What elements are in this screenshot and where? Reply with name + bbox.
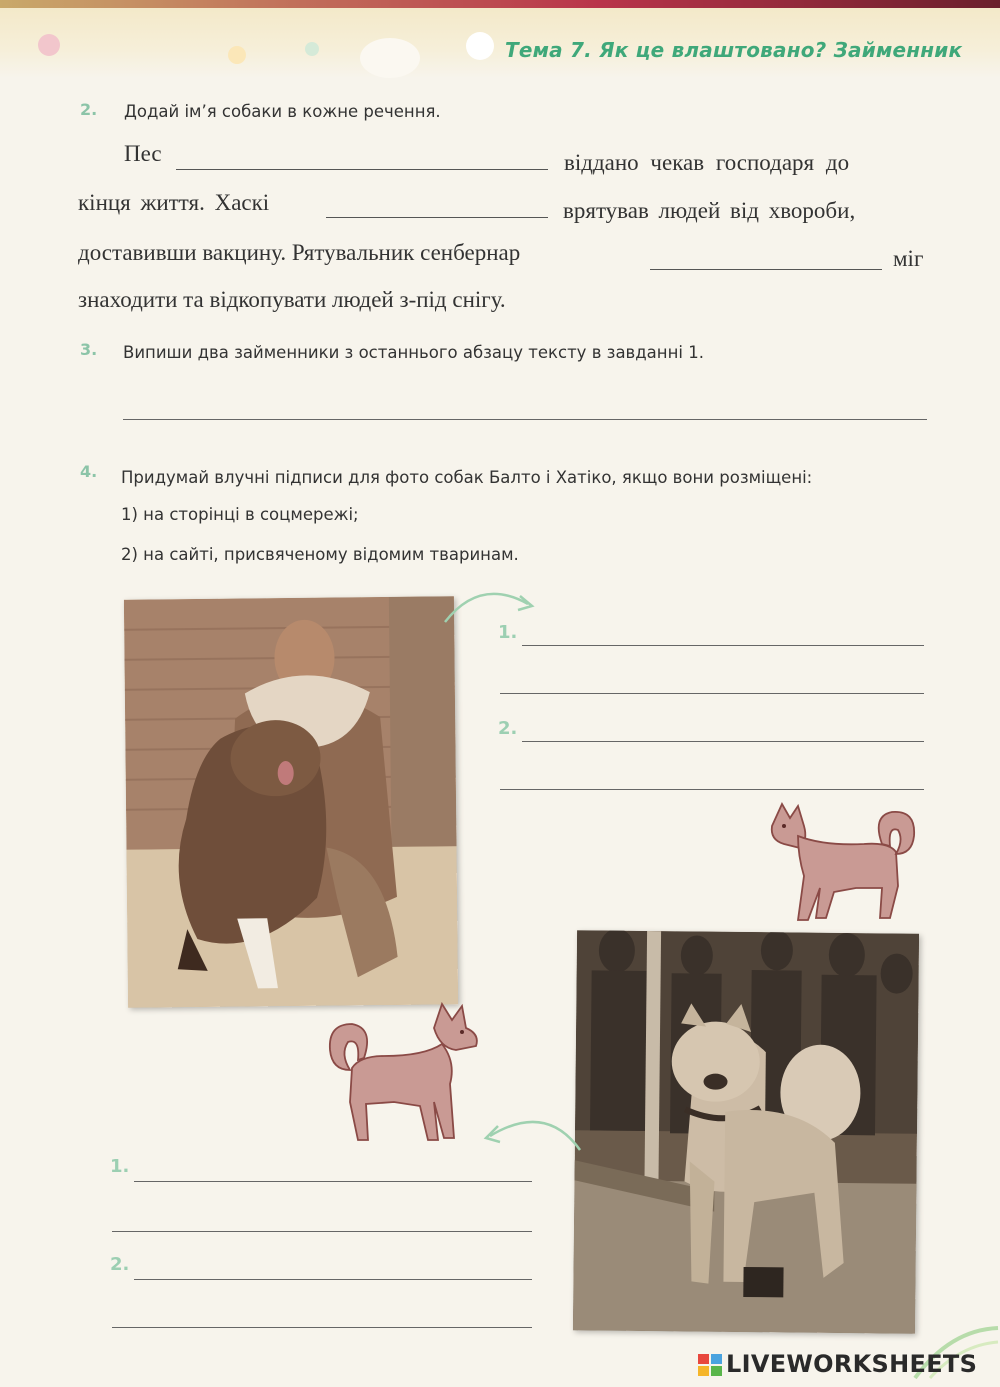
task-2-line3-end: міг [893, 246, 924, 271]
balto-caption-2-line-a[interactable] [522, 716, 924, 742]
hachiko-caption-2-line-a[interactable] [134, 1254, 532, 1280]
liveworksheets-brand: LIVEWORKSHEETS [726, 1350, 978, 1378]
hachiko-caption-2-line-b[interactable] [112, 1302, 532, 1328]
dog-name-blank-1[interactable] [176, 148, 548, 170]
dog-name-blank-3[interactable] [650, 248, 882, 270]
balto-photo [124, 596, 458, 1007]
hachiko-caption-1-number: 1. [110, 1156, 130, 1177]
balto-caption-1-number: 1. [498, 622, 518, 643]
liveworksheets-logo-icon [698, 1354, 722, 1376]
balto-caption-1-line-b[interactable] [500, 668, 924, 694]
dog-name-blank-2[interactable] [326, 196, 548, 218]
task-3-number: 3. [80, 340, 98, 359]
hachiko-caption-1-line-a[interactable] [134, 1156, 532, 1182]
task-4-number: 4. [80, 462, 98, 481]
balto-caption-2-number: 2. [498, 718, 518, 739]
task-3-answer-field[interactable] [123, 394, 927, 420]
task-4-option-1: 1) на сторінці в соцмережі; [121, 505, 359, 524]
top-color-strip [0, 0, 1000, 8]
task-2-line1-end: віддано чекав господаря до [564, 150, 850, 175]
hachiko-caption-1-line-b[interactable] [112, 1206, 532, 1232]
task-2-line1-start: Пес [124, 141, 162, 166]
task-4-instruction: Придумай влучні підписи для фото собак Балто і Хатіко, якщо вони розміщені: [121, 468, 813, 487]
task-2-number: 2. [80, 100, 98, 119]
hachiko-photo [573, 930, 919, 1334]
decor-bubble [305, 42, 319, 56]
decor-bubble [228, 46, 246, 64]
dog-sketch-icon [764, 796, 924, 926]
hachiko-caption-2-number: 2. [110, 1254, 130, 1275]
task-2-instruction: Додай ім’я собаки в кожне речення. [124, 102, 441, 121]
decor-bubble [466, 32, 494, 60]
task-2-line4: знаходити та відкопувати людей з-під снігу. [78, 287, 506, 312]
balto-caption-1-line-a[interactable] [522, 620, 924, 646]
task-2-line2-start: кінця життя. Хаскі [78, 190, 270, 215]
topic-title: Тема 7. Як це влаштовано? Займенник [505, 38, 963, 62]
task-3-instruction: Випиши два займенники з останнього абзацу тексту в завданні 1. [123, 343, 704, 362]
arrow-to-hachiko-captions [476, 1110, 586, 1160]
task-2-line2-end: врятував людей від хвороби, [563, 198, 856, 223]
decor-bubble [360, 38, 420, 78]
decor-bubble [38, 34, 60, 56]
task-4-option-2: 2) на сайті, присвяченому відомим тваринам. [121, 545, 519, 564]
task-2-line3-start: доставивши вакцину. Рятувальник сенбернар [78, 240, 521, 265]
balto-caption-2-line-b[interactable] [500, 764, 924, 790]
dog-sketch-icon [324, 998, 484, 1148]
